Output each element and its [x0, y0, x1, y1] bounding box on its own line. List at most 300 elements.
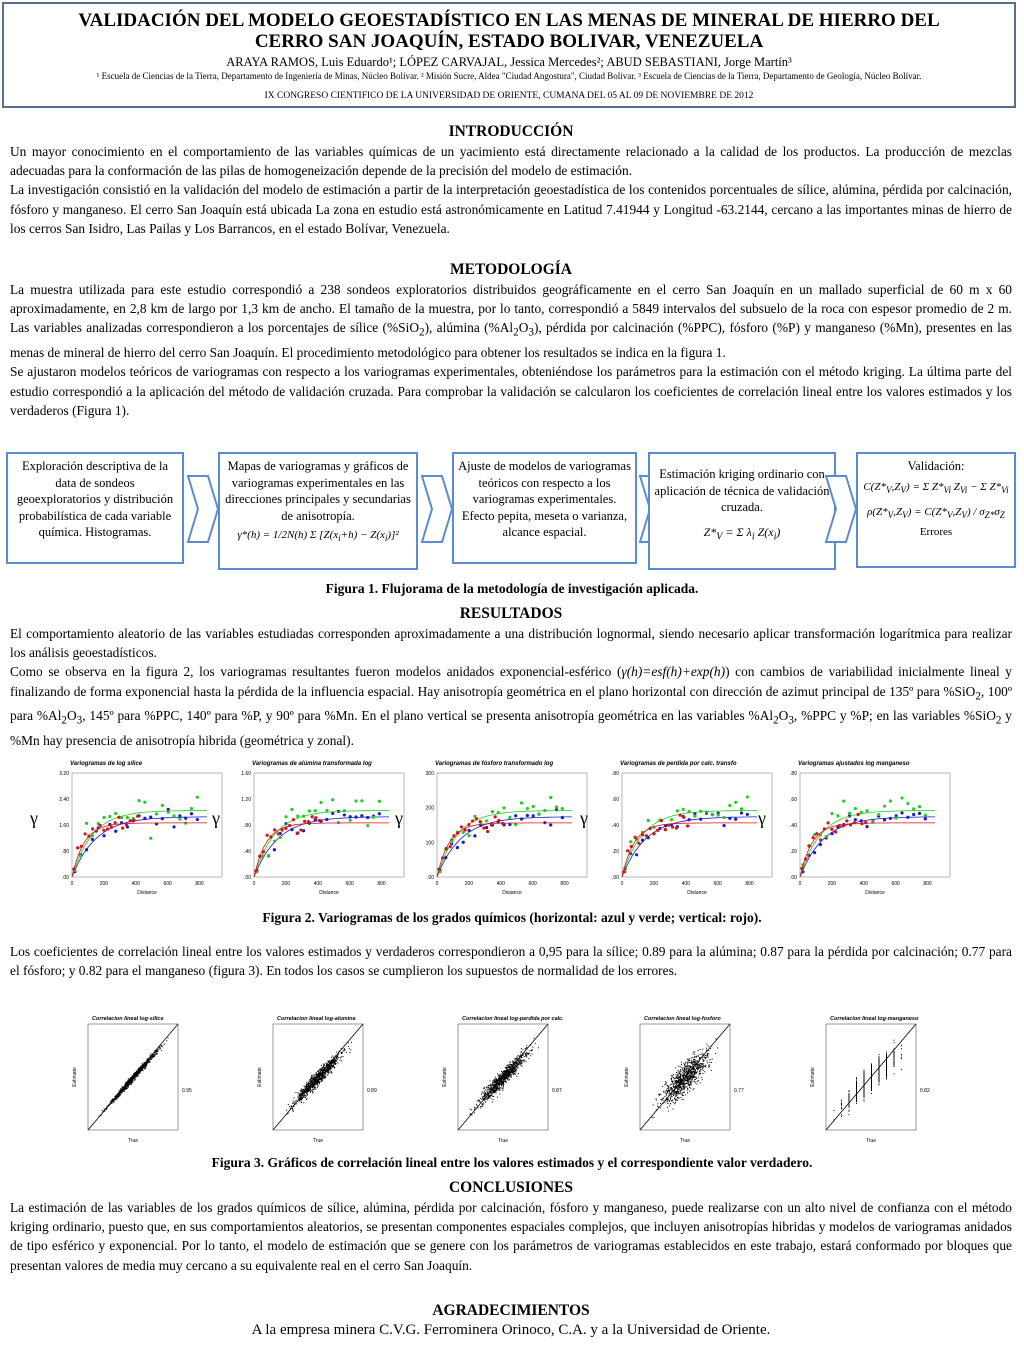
sample-point	[673, 1102, 674, 1103]
sample-point	[688, 1073, 689, 1074]
sample-point	[509, 1071, 510, 1072]
sample-point	[685, 1076, 686, 1077]
sample-point	[702, 1059, 703, 1060]
sample-point	[135, 1075, 136, 1076]
sample-point	[134, 1080, 135, 1081]
sample-point	[696, 1061, 697, 1062]
correlation-formula: $\rho(Z*_V,Z_V) = C(Z*_V,Z_V) / \sigma_{Z*}\sigma_Z$	[867, 506, 1005, 521]
sample-point	[334, 1067, 335, 1068]
data-point	[497, 819, 500, 822]
sample-point	[317, 1075, 318, 1076]
sample-point	[522, 1053, 523, 1054]
sample-point	[103, 1111, 104, 1112]
sample-point	[116, 1098, 117, 1099]
sample-point	[856, 1084, 857, 1085]
sample-point	[660, 1094, 661, 1095]
data-point	[349, 815, 352, 818]
y-tick-label: 1.60	[241, 771, 251, 777]
sample-point	[516, 1076, 517, 1077]
sample-point	[501, 1088, 502, 1089]
sample-point	[489, 1089, 490, 1090]
sample-point	[663, 1091, 664, 1092]
sample-point	[492, 1082, 493, 1083]
sample-point	[518, 1060, 519, 1061]
sample-point	[687, 1061, 688, 1062]
sample-point	[676, 1081, 677, 1082]
data-point	[830, 812, 833, 815]
sample-point	[894, 1057, 895, 1058]
sample-point	[119, 1095, 120, 1096]
y-tick-label: .80	[612, 771, 619, 777]
data-point	[114, 812, 117, 815]
data-point	[699, 810, 702, 813]
sample-point	[131, 1080, 132, 1081]
sample-point	[483, 1092, 484, 1093]
sample-point	[287, 1113, 288, 1114]
sample-point	[879, 1065, 880, 1066]
data-point	[125, 823, 128, 826]
sample-point	[506, 1069, 507, 1070]
data-point	[924, 817, 927, 820]
x-axis-label: Distance	[319, 890, 339, 896]
poster-title: VALIDACIÓN DEL MODELO GEOESTADÍSTICO EN LAS MENAS DE MINERAL DE HIERRO DEL CERRO SAN JOAQUÍN, ESTADO BOLIVAR, VENEZUELA	[78, 10, 940, 52]
sample-point	[505, 1081, 506, 1082]
sample-point	[879, 1072, 880, 1073]
sample-point	[864, 1077, 865, 1078]
sample-point	[886, 1068, 887, 1069]
x-tick-label: 800	[745, 881, 754, 887]
sample-point	[528, 1053, 529, 1054]
sample-point	[521, 1048, 522, 1049]
sample-point	[329, 1064, 330, 1065]
sample-point	[691, 1084, 692, 1085]
data-point	[537, 812, 540, 815]
sample-point	[682, 1086, 683, 1087]
sample-point	[701, 1054, 702, 1055]
data-point	[854, 807, 857, 810]
sample-point	[492, 1084, 493, 1085]
sample-point	[494, 1080, 495, 1081]
data-point	[699, 818, 702, 821]
sample-point	[674, 1103, 675, 1104]
results-p3-block	[10, 942, 1012, 980]
plot-frame	[800, 773, 950, 877]
sample-point	[499, 1083, 500, 1084]
sample-point	[864, 1070, 865, 1071]
x-axis-label: True	[865, 1138, 877, 1144]
sample-point	[689, 1079, 690, 1080]
x-tick-label: 0	[252, 881, 256, 887]
sample-point	[697, 1065, 698, 1066]
y-tick-label: .40	[244, 849, 251, 855]
sample-point	[709, 1066, 710, 1067]
data-point	[637, 842, 640, 845]
sample-point	[135, 1074, 136, 1075]
sample-point	[530, 1045, 531, 1046]
sample-point	[297, 1097, 298, 1098]
sample-point	[675, 1095, 676, 1096]
sample-point	[705, 1055, 706, 1056]
sample-point	[137, 1074, 138, 1075]
sample-point	[673, 1087, 674, 1088]
data-point	[149, 816, 152, 819]
sample-point	[344, 1048, 345, 1049]
sample-point	[677, 1090, 678, 1091]
sample-point	[317, 1081, 318, 1082]
gamma-label: γ	[395, 808, 403, 828]
sample-point	[480, 1108, 481, 1109]
sample-point	[886, 1059, 887, 1060]
sample-point	[146, 1064, 147, 1065]
covariance-formula: $C(Z*_V,Z_V) = \Sigma$ $Z*_{Vi}$ $Z_{Vi} - \Sigma$ $Z*_{Vi}$	[863, 480, 1009, 495]
sample-point	[679, 1090, 680, 1091]
sample-point	[684, 1083, 685, 1084]
sample-point	[132, 1079, 133, 1080]
sample-point	[671, 1084, 672, 1085]
flow-box-kriging: Estimación kriging ordinario con aplicación de técnica de validación cruzada. $Z*_V = \Sigma$ $\lambda_i$ $Z(x_i)$	[648, 452, 836, 570]
sample-point	[304, 1089, 305, 1090]
sample-point	[337, 1056, 338, 1057]
data-point	[360, 814, 363, 817]
sample-point	[495, 1081, 496, 1082]
y-tick-label: 1.60	[59, 823, 69, 829]
sample-point	[692, 1067, 693, 1068]
sample-point	[335, 1057, 336, 1058]
sample-point	[509, 1073, 510, 1074]
data-point	[895, 817, 898, 820]
sample-point	[695, 1076, 696, 1077]
sample-point	[689, 1065, 690, 1066]
sample-point	[679, 1091, 680, 1092]
sample-point	[675, 1068, 676, 1069]
sample-point	[702, 1073, 703, 1074]
data-point	[634, 836, 637, 839]
sample-point	[330, 1068, 331, 1069]
sample-point	[124, 1087, 125, 1088]
sample-point	[894, 1040, 895, 1041]
data-point	[360, 799, 363, 802]
data-point	[686, 824, 689, 827]
sample-point	[716, 1038, 717, 1039]
sample-point	[471, 1109, 472, 1110]
sample-point	[316, 1081, 317, 1082]
data-point	[178, 814, 181, 817]
x-tick-label: 600	[345, 881, 354, 887]
sample-point	[698, 1074, 699, 1075]
data-point	[456, 831, 459, 834]
sample-point	[672, 1081, 673, 1082]
sample-point	[328, 1067, 329, 1068]
sample-point	[690, 1081, 691, 1082]
sample-point	[303, 1092, 304, 1093]
sample-point	[523, 1049, 524, 1050]
sample-point	[506, 1074, 507, 1075]
sample-point	[334, 1059, 335, 1060]
affiliations: ¹ Escuela de Ciencias de la Tierra, Departamento de Ingeniería de Minas, Núcleo Bolívar. ² Misión Sucre, Aldea "Ciudad Angostura", Ciudad Bolívar. ³ Escuela de Ciencias de la Tierra, Departamento de Geología, Núcleo Bolívar.	[96, 71, 922, 81]
data-point	[812, 836, 815, 839]
sample-point	[685, 1078, 686, 1079]
sample-point	[125, 1086, 126, 1087]
data-point	[728, 804, 731, 807]
data-point	[532, 814, 535, 817]
sample-point	[332, 1060, 333, 1061]
sample-point	[330, 1069, 331, 1070]
sample-point	[495, 1086, 496, 1087]
sample-point	[702, 1055, 703, 1056]
data-point	[830, 828, 833, 831]
sample-point	[696, 1056, 697, 1057]
sample-point	[128, 1087, 129, 1088]
sample-point	[711, 1070, 712, 1071]
sample-point	[704, 1057, 705, 1058]
sample-point	[696, 1084, 697, 1085]
plot-frame	[437, 773, 587, 877]
sample-point	[901, 1054, 902, 1055]
sample-point	[120, 1094, 121, 1095]
data-point	[883, 818, 886, 821]
sample-point	[510, 1064, 511, 1065]
sample-point	[506, 1067, 507, 1068]
sample-point	[511, 1068, 512, 1069]
sample-point	[691, 1062, 692, 1063]
data-point	[132, 819, 135, 822]
sample-point	[864, 1072, 865, 1073]
sample-point	[687, 1059, 688, 1060]
sample-point	[128, 1078, 129, 1079]
x-tick-label: 600	[528, 881, 537, 887]
sample-point	[711, 1062, 712, 1063]
variogram-title: Variogramas ajustados log manganeso	[798, 761, 910, 767]
data-point	[502, 806, 505, 809]
sample-point	[700, 1049, 701, 1050]
sample-point	[656, 1098, 657, 1099]
data-point	[80, 845, 83, 848]
data-point	[906, 802, 909, 805]
data-point	[660, 819, 663, 822]
sample-point	[694, 1063, 695, 1064]
sample-point	[687, 1064, 688, 1065]
sample-point	[680, 1074, 681, 1075]
sample-point	[500, 1087, 501, 1088]
sample-point	[321, 1077, 322, 1078]
sample-point	[298, 1098, 299, 1099]
sample-point	[331, 1062, 332, 1063]
sample-point	[701, 1069, 702, 1070]
sample-point	[509, 1067, 510, 1068]
data-point	[549, 823, 552, 826]
sample-point	[499, 1093, 500, 1094]
sample-point	[864, 1080, 865, 1081]
sample-point	[312, 1075, 313, 1076]
sample-point	[864, 1099, 865, 1100]
sample-point	[149, 1062, 150, 1063]
sample-point	[291, 1106, 292, 1107]
sample-point	[310, 1088, 311, 1089]
sample-point	[694, 1077, 695, 1078]
sample-point	[124, 1091, 125, 1092]
sample-point	[117, 1097, 118, 1098]
sample-point	[310, 1089, 311, 1090]
sample-point	[323, 1070, 324, 1071]
sample-point	[677, 1082, 678, 1083]
sample-point	[864, 1079, 865, 1080]
y-tick-label: .00	[790, 875, 797, 881]
data-point	[114, 830, 117, 833]
sample-point	[707, 1062, 708, 1063]
sample-point	[503, 1080, 504, 1081]
x-tick-label: 0	[798, 881, 802, 887]
sample-point	[500, 1077, 501, 1078]
sample-point	[689, 1091, 690, 1092]
sample-point	[708, 1065, 709, 1066]
sample-point	[691, 1069, 692, 1070]
sample-point	[692, 1053, 693, 1054]
sample-point	[521, 1063, 522, 1064]
sample-point	[864, 1101, 865, 1102]
sample-point	[717, 1047, 718, 1048]
data-point	[842, 824, 845, 827]
sample-point	[841, 1104, 842, 1105]
x-axis-label: True	[679, 1138, 691, 1144]
sample-point	[321, 1078, 322, 1079]
sample-point	[849, 1100, 850, 1101]
sample-point	[667, 1092, 668, 1093]
data-point	[449, 845, 452, 848]
sample-point	[501, 1075, 502, 1076]
sample-point	[302, 1098, 303, 1099]
sample-point	[901, 1058, 902, 1059]
sample-point	[490, 1085, 491, 1086]
sample-point	[495, 1084, 496, 1085]
sample-point	[322, 1072, 323, 1073]
sample-point	[707, 1055, 708, 1056]
sample-point	[879, 1067, 880, 1068]
sample-point	[136, 1072, 137, 1073]
y-tick-label: 300	[425, 771, 434, 777]
sample-point	[128, 1083, 129, 1084]
sample-point	[694, 1057, 695, 1058]
sample-point	[709, 1062, 710, 1063]
sample-point	[475, 1108, 476, 1109]
sample-point	[152, 1058, 153, 1059]
sample-point	[671, 1078, 672, 1079]
sample-point	[300, 1091, 301, 1092]
sample-point	[531, 1050, 532, 1051]
intro-p2: La investigación consistió en la validación del modelo de estimación a partir de la interpretación geoestadística de los contenidos porcentuales de sílice, alúmina, pérdida por calcinación, fósforo y manganeso. El cerro San Joaquín está ubicada La zona en estudio está astronómicamente en Latitud 7.41944 y Longitud -63.2144, cercano a las importantes minas de hierro de los cerros San Isidro, Las Pailas y Los Barrancos, en el estado Bolívar, Venezuela.	[10, 182, 1012, 236]
data-point	[667, 824, 670, 827]
sample-point	[849, 1096, 850, 1097]
sample-point	[112, 1101, 113, 1102]
sample-point	[856, 1082, 857, 1083]
sample-point	[667, 1091, 668, 1092]
sample-point	[684, 1078, 685, 1079]
data-point	[91, 834, 94, 837]
sample-point	[526, 1061, 527, 1062]
sample-point	[341, 1052, 342, 1053]
sample-point	[695, 1062, 696, 1063]
sample-point	[326, 1071, 327, 1072]
sample-point	[508, 1066, 509, 1067]
sample-point	[520, 1064, 521, 1065]
sample-point	[295, 1092, 296, 1093]
sample-point	[485, 1094, 486, 1095]
sample-point	[322, 1074, 323, 1075]
data-point	[857, 813, 860, 816]
data-point	[860, 819, 863, 822]
sample-point	[526, 1057, 527, 1058]
sample-point	[667, 1101, 668, 1102]
variogram-title: Variogramas de alúmina transformada log	[252, 761, 372, 767]
sample-point	[313, 1077, 314, 1078]
sample-point	[497, 1084, 498, 1085]
results-section	[10, 604, 1012, 751]
y-tick-label: .60	[612, 797, 619, 803]
sample-point	[323, 1066, 324, 1067]
sample-point	[501, 1073, 502, 1074]
sample-point	[864, 1074, 865, 1075]
sample-point	[500, 1079, 501, 1080]
sample-point	[706, 1050, 707, 1051]
sample-point	[319, 1083, 320, 1084]
sample-point	[509, 1076, 510, 1077]
sample-point	[328, 1062, 329, 1063]
x-tick-label: 400	[496, 881, 505, 887]
sample-point	[856, 1087, 857, 1088]
sample-point	[669, 1093, 670, 1094]
sample-point	[153, 1057, 154, 1058]
sample-point	[689, 1076, 690, 1077]
sample-point	[499, 1084, 500, 1085]
sample-point	[124, 1089, 125, 1090]
sample-point	[532, 1049, 533, 1050]
sample-point	[513, 1064, 514, 1065]
sample-point	[317, 1080, 318, 1081]
sample-point	[474, 1112, 475, 1113]
sample-point	[509, 1064, 510, 1065]
sample-point	[322, 1077, 323, 1078]
sample-point	[496, 1089, 497, 1090]
data-point	[290, 828, 293, 831]
data-point	[273, 840, 276, 843]
sample-point	[871, 1083, 872, 1084]
x-tick-label: 0	[70, 881, 74, 887]
sample-point	[307, 1086, 308, 1087]
sample-point	[286, 1110, 287, 1111]
sample-point	[688, 1084, 689, 1085]
x-axis-label: Distance	[687, 890, 707, 896]
sample-point	[672, 1077, 673, 1078]
sample-point	[671, 1093, 672, 1094]
sample-point	[678, 1097, 679, 1098]
sample-point	[498, 1080, 499, 1081]
sample-point	[502, 1081, 503, 1082]
sample-point	[494, 1085, 495, 1086]
sample-point	[314, 1086, 315, 1087]
sample-point	[691, 1071, 692, 1072]
x-tick-label: 0	[620, 881, 624, 887]
sample-point	[336, 1058, 337, 1059]
sample-point	[856, 1101, 857, 1102]
sample-point	[682, 1081, 683, 1082]
sample-point	[331, 1071, 332, 1072]
sample-point	[164, 1044, 165, 1045]
sample-point	[328, 1064, 329, 1065]
data-point	[819, 838, 822, 841]
sample-point	[535, 1043, 536, 1044]
sample-point	[319, 1078, 320, 1079]
sample-point	[488, 1093, 489, 1094]
sample-point	[333, 1058, 334, 1059]
